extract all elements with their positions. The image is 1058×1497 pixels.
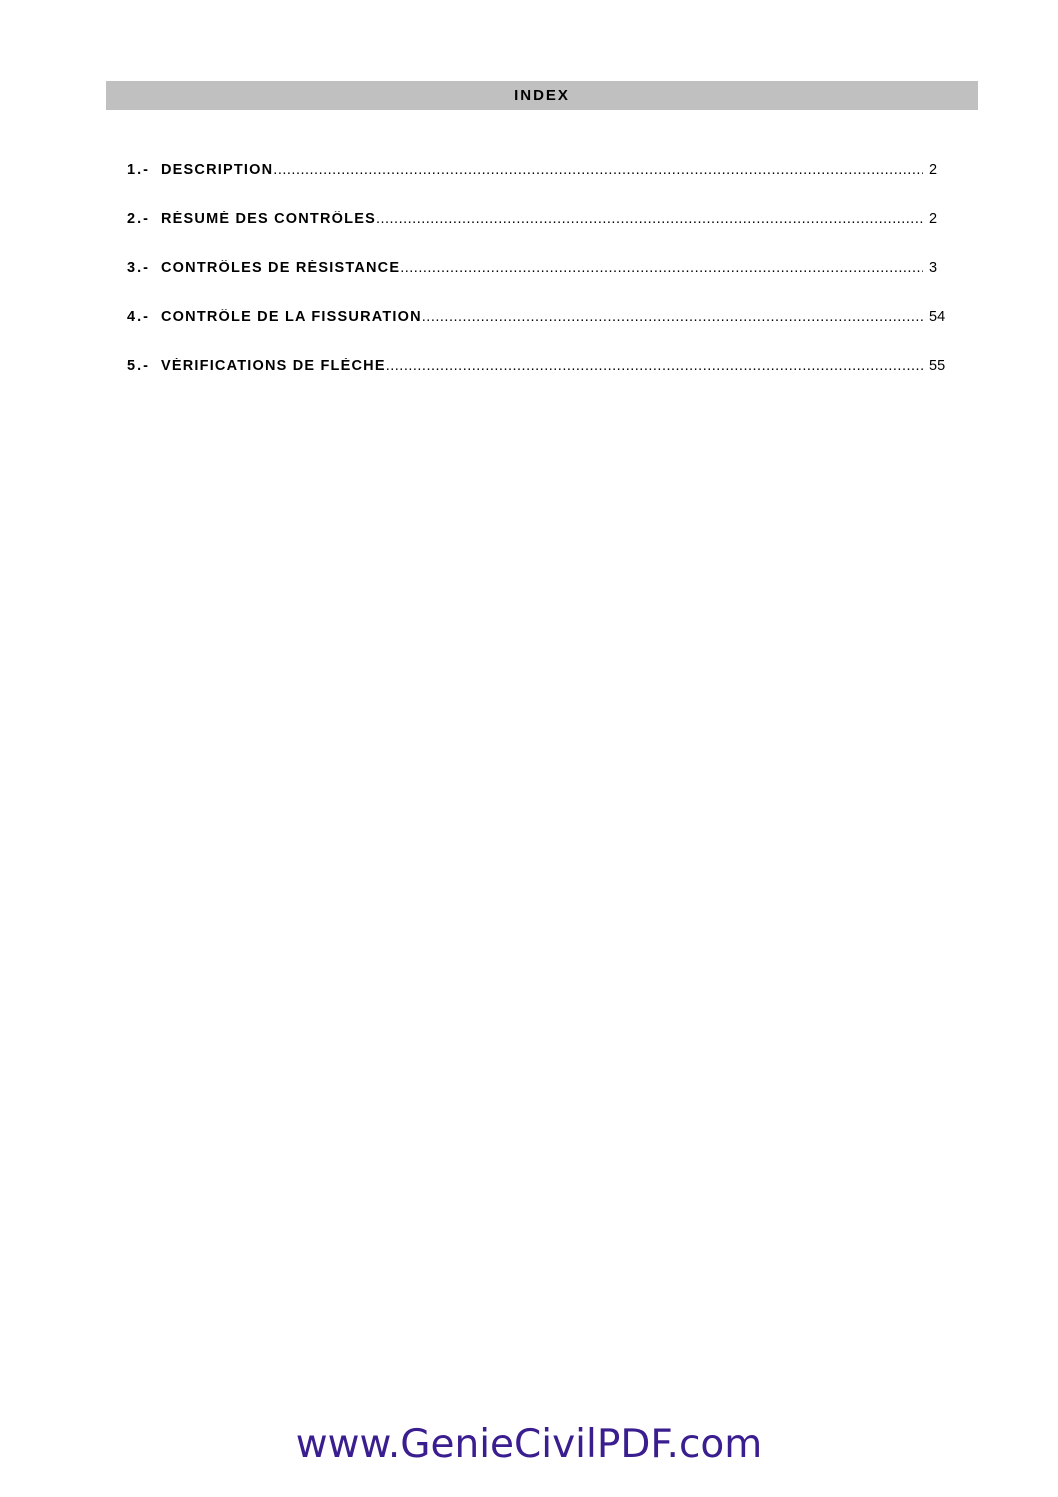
toc-entry-verifications-de-fleche[interactable] [127, 358, 953, 407]
toc-entry-number: 1.- [127, 162, 150, 178]
toc-entry-page: 55 [929, 358, 946, 374]
toc-entry-number: 5.- [127, 358, 150, 374]
toc-entry-title: CONTRÔLE DE LA FISSURATION [161, 309, 422, 325]
toc-entry-number: 2.- [127, 211, 150, 227]
toc-entry-number: 4.- [127, 309, 150, 325]
toc-entry-page: 3 [929, 260, 938, 276]
toc-entry-title: DESCRIPTION [161, 162, 274, 178]
index-title: INDEX [514, 87, 570, 104]
toc-entry-number: 3.- [127, 260, 150, 276]
toc-entry-title: RÉSUMÉ DES CONTRÔLES [161, 211, 376, 227]
index-header-bar [106, 81, 978, 110]
toc-dot-leader [273, 162, 923, 178]
toc-dot-leader [386, 358, 923, 374]
toc-entry-page: 2 [929, 162, 938, 178]
watermark-link[interactable]: www.GenieCivilPDF.com [295, 1422, 763, 1467]
toc-entry-description[interactable] [127, 162, 953, 211]
toc-entry-controles-de-resistance[interactable] [127, 260, 953, 309]
toc-entry-title: VÉRIFICATIONS DE FLÈCHE [161, 358, 386, 374]
toc-entry-controle-de-la-fissuration[interactable] [127, 309, 953, 358]
toc-dot-leader [400, 260, 923, 276]
toc-entry-page: 54 [929, 309, 946, 325]
toc-dot-leader [376, 211, 923, 227]
toc-entry-resume-des-controles[interactable] [127, 211, 953, 260]
toc-entry-page: 2 [929, 211, 938, 227]
toc-entry-title: CONTRÔLES DE RÉSISTANCE [161, 260, 401, 276]
toc-dot-leader [422, 309, 923, 325]
table-of-contents [127, 162, 953, 407]
